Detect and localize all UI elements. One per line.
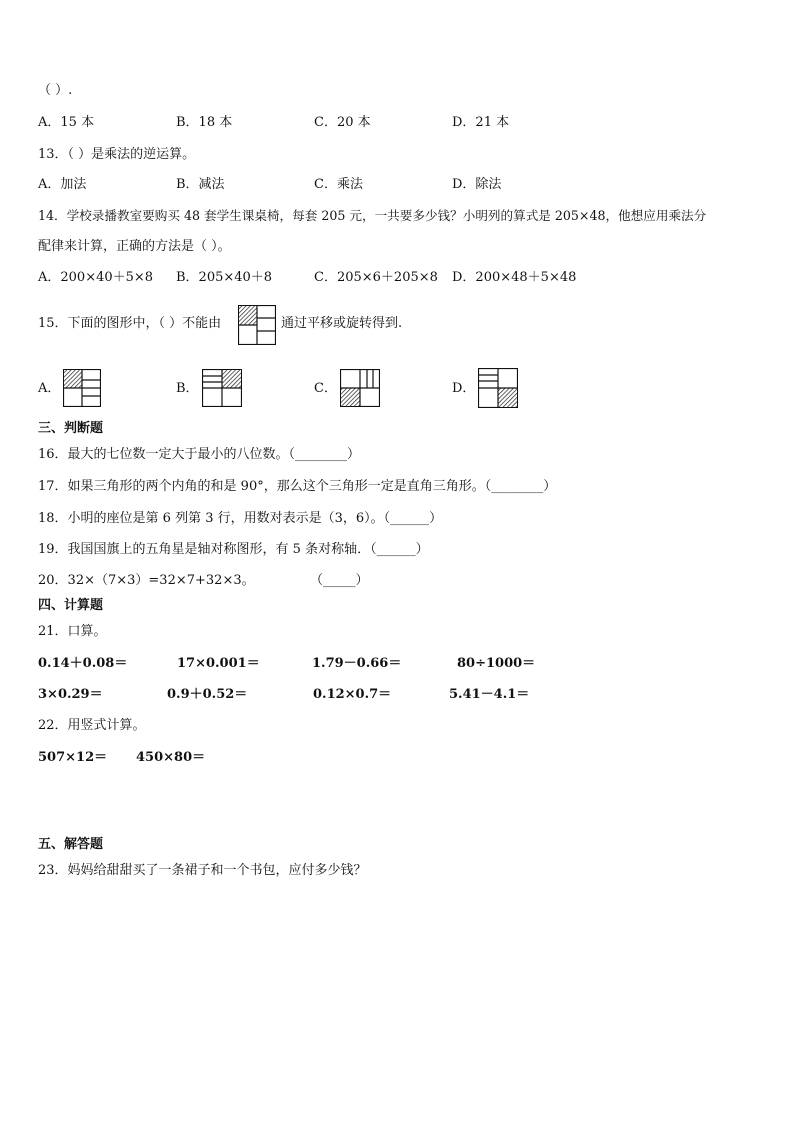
calc-item: 17×0.001＝ [177, 656, 260, 671]
q21-stem: 21．口算。 [38, 624, 107, 639]
q14-option-b: B．205×40＋8 [176, 270, 273, 285]
q15-option-d-label: D． [452, 381, 476, 396]
vertical-calc-item: 450×80＝ [136, 750, 206, 765]
calc-item: 5.41－4.1＝ [449, 687, 530, 702]
q12-option-a: A．15 本 [38, 115, 95, 130]
section3-title: 三、判断题 [38, 421, 104, 436]
q12-stem-tail: （ ）. [38, 83, 73, 98]
q15-option-c-figure [340, 369, 380, 407]
section5-title: 五、解答题 [38, 837, 104, 852]
q14-stem-line1: 14．学校录播教室要购买 48 套学生课桌椅，每套 205 元，一共要多少钱？小明列的算式是 205×48，他想应用乘法分 [38, 208, 707, 223]
q13-option-b: B．减法 [176, 177, 225, 192]
calc-item: 0.14＋0.08＝ [38, 656, 128, 671]
q13-stem: 13．（ ）是乘法的逆运算。 [38, 147, 196, 162]
q23-stem: 23．妈妈给甜甜买了一条裙子和一个书包，应付多少钱？ [38, 863, 367, 878]
q15-stem-before: 15．下面的图形中，（ ）不能由 [38, 316, 222, 331]
q17: 17．如果三角形的两个内角的和是 90°，那么这个三角形一定是直角三角形。（________） [38, 479, 557, 494]
q13-option-d: D．除法 [452, 177, 502, 192]
q15-option-c-label: C． [314, 381, 337, 396]
calc-item: 3×0.29＝ [38, 687, 103, 702]
q14-option-d: D．200×48＋5×48 [452, 270, 577, 285]
q15-option-a-figure [63, 369, 101, 407]
q15-option-d-figure [478, 368, 518, 408]
calc-item: 80÷1000＝ [457, 656, 536, 671]
q20-blank: （_____） [310, 573, 369, 588]
q13-option-c: C．乘法 [314, 177, 363, 192]
q15-reference-figure [238, 305, 276, 345]
calc-item: 0.12×0.7＝ [313, 687, 392, 702]
vertical-calc-item: 507×12＝ [38, 750, 108, 765]
q18: 18．小明的座位是第 6 列第 3 行，用数对表示是（3，6）。（______） [38, 511, 443, 526]
q13-option-a: A．加法 [38, 177, 87, 192]
q12-option-d: D．21 本 [452, 115, 510, 130]
calc-item: 0.9＋0.52＝ [167, 687, 248, 702]
q14-option-c: C．205×6＋205×8 [314, 270, 438, 285]
calc-item: 1.79－0.66＝ [312, 656, 402, 671]
q22-stem: 22．用竖式计算。 [38, 718, 146, 733]
q20-expression: 20．32×（7×3）=32×7+32×3。 [38, 573, 255, 588]
q15-option-a-label: A． [38, 381, 61, 396]
q19: 19．我国国旗上的五角星是轴对称图形，有 5 条对称轴．（______） [38, 542, 429, 557]
q14-option-a: A．200×40＋5×8 [38, 270, 154, 285]
q14-stem-line2: 配律来计算，正确的方法是（ ）。 [38, 239, 231, 254]
q15-stem-after: 通过平移或旋转得到. [281, 316, 403, 331]
q15-option-b-label: B． [176, 381, 199, 396]
section4-title: 四、计算题 [38, 598, 104, 613]
q12-option-b: B．18 本 [176, 115, 233, 130]
q12-option-c: C．20 本 [314, 115, 371, 130]
q15-option-b-figure [202, 369, 242, 407]
q16: 16．最大的七位数一定大于最小的八位数。（________） [38, 447, 361, 462]
